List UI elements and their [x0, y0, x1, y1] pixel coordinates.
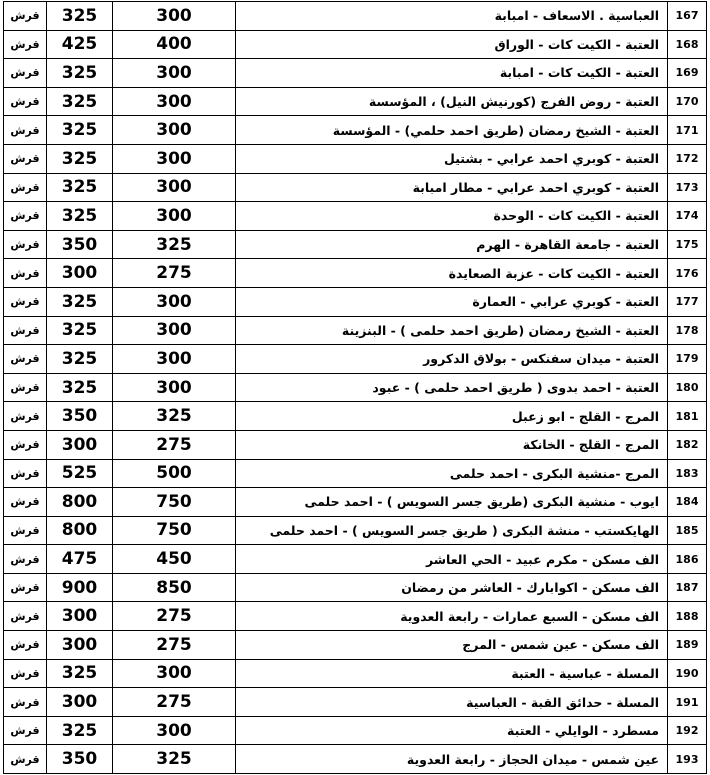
- old-fare: 300: [113, 316, 236, 345]
- old-fare: 300: [113, 116, 236, 145]
- route-name: العتبة - الكيت كات - الوراق: [236, 30, 668, 59]
- table-row: [4, 631, 707, 660]
- currency-unit: قرش: [4, 545, 47, 574]
- table-row: [4, 144, 707, 173]
- line-number: 173: [668, 173, 707, 202]
- new-fare: 325: [47, 2, 113, 31]
- table-row: [4, 745, 707, 774]
- fare-table: [3, 1, 707, 774]
- fare-table-body: [4, 2, 707, 774]
- currency-unit: قرش: [4, 659, 47, 688]
- currency-unit: قرش: [4, 87, 47, 116]
- route-name: العتبة - الكيت كات - امبابة: [236, 59, 668, 88]
- currency-unit: قرش: [4, 602, 47, 631]
- old-fare: 400: [113, 30, 236, 59]
- line-number: 190: [668, 659, 707, 688]
- route-name: العتبة - الكيت كات - عزبة الصعايدة: [236, 259, 668, 288]
- route-name: المرج -منشية البكرى - احمد حلمى: [236, 459, 668, 488]
- table-row: [4, 430, 707, 459]
- currency-unit: قرش: [4, 688, 47, 717]
- line-number: 171: [668, 116, 707, 145]
- old-fare: 300: [113, 87, 236, 116]
- line-number: 184: [668, 488, 707, 517]
- new-fare: 325: [47, 287, 113, 316]
- route-name: الهايكستب - منشة البكرى ( طريق جسر السويس ) - احمد حلمى: [236, 516, 668, 545]
- line-number: 188: [668, 602, 707, 631]
- new-fare: 325: [47, 87, 113, 116]
- new-fare: 300: [47, 631, 113, 660]
- table-row: [4, 202, 707, 231]
- table-row: [4, 316, 707, 345]
- currency-unit: قرش: [4, 287, 47, 316]
- line-number: 180: [668, 373, 707, 402]
- old-fare: 275: [113, 602, 236, 631]
- table-row: [4, 59, 707, 88]
- table-row: [4, 602, 707, 631]
- old-fare: 325: [113, 230, 236, 259]
- old-fare: 750: [113, 488, 236, 517]
- new-fare: 325: [47, 173, 113, 202]
- route-name: ايوب - منشية البكرى (طريق جسر السويس ) - احمد حلمى: [236, 488, 668, 517]
- table-row: [4, 345, 707, 374]
- new-fare: 325: [47, 202, 113, 231]
- new-fare: 475: [47, 545, 113, 574]
- table-row: [4, 259, 707, 288]
- table-row: [4, 716, 707, 745]
- table-row: [4, 402, 707, 431]
- new-fare: 350: [47, 402, 113, 431]
- old-fare: 300: [113, 144, 236, 173]
- old-fare: 300: [113, 659, 236, 688]
- table-row: [4, 173, 707, 202]
- route-name: الف مسكن - مكرم عبيد - الحي العاشر: [236, 545, 668, 574]
- currency-unit: قرش: [4, 30, 47, 59]
- route-name: الف مسكن - السبع عمارات - رابعة العدوية: [236, 602, 668, 631]
- table-row: [4, 230, 707, 259]
- table-row: [4, 287, 707, 316]
- new-fare: 325: [47, 373, 113, 402]
- currency-unit: قرش: [4, 573, 47, 602]
- currency-unit: قرش: [4, 116, 47, 145]
- old-fare: 325: [113, 402, 236, 431]
- old-fare: 275: [113, 631, 236, 660]
- old-fare: 300: [113, 173, 236, 202]
- old-fare: 300: [113, 59, 236, 88]
- table-row: [4, 573, 707, 602]
- line-number: 189: [668, 631, 707, 660]
- currency-unit: قرش: [4, 745, 47, 774]
- line-number: 192: [668, 716, 707, 745]
- table-row: [4, 516, 707, 545]
- route-name: المرج - القلج - الخانكة: [236, 430, 668, 459]
- currency-unit: قرش: [4, 488, 47, 517]
- currency-unit: قرش: [4, 2, 47, 31]
- route-name: العتبة - ميدان سفنكس - بولاق الدكرور: [236, 345, 668, 374]
- line-number: 175: [668, 230, 707, 259]
- route-name: العتبة - كوبري عرابي - العمارة: [236, 287, 668, 316]
- new-fare: 300: [47, 602, 113, 631]
- old-fare: 300: [113, 2, 236, 31]
- currency-unit: قرش: [4, 202, 47, 231]
- new-fare: 525: [47, 459, 113, 488]
- line-number: 187: [668, 573, 707, 602]
- route-name: المسلة - حدائق القبة - العباسية: [236, 688, 668, 717]
- line-number: 168: [668, 30, 707, 59]
- route-name: المسلة - عباسية - العتبة: [236, 659, 668, 688]
- new-fare: 300: [47, 430, 113, 459]
- table-row: [4, 488, 707, 517]
- new-fare: 800: [47, 488, 113, 517]
- old-fare: 850: [113, 573, 236, 602]
- line-number: 176: [668, 259, 707, 288]
- route-name: العباسية . الاسعاف - امبابة: [236, 2, 668, 31]
- route-name: العتبة - كوبري احمد عرابي - بشتيل: [236, 144, 668, 173]
- old-fare: 325: [113, 745, 236, 774]
- currency-unit: قرش: [4, 144, 47, 173]
- line-number: 186: [668, 545, 707, 574]
- currency-unit: قرش: [4, 259, 47, 288]
- new-fare: 350: [47, 230, 113, 259]
- route-name: العتبة - جامعة القاهرة - الهرم: [236, 230, 668, 259]
- line-number: 172: [668, 144, 707, 173]
- old-fare: 275: [113, 259, 236, 288]
- new-fare: 900: [47, 573, 113, 602]
- table-row: [4, 659, 707, 688]
- table-row: [4, 87, 707, 116]
- currency-unit: قرش: [4, 459, 47, 488]
- table-row: [4, 373, 707, 402]
- new-fare: 325: [47, 116, 113, 145]
- currency-unit: قرش: [4, 516, 47, 545]
- new-fare: 800: [47, 516, 113, 545]
- line-number: 167: [668, 2, 707, 31]
- table-row: [4, 459, 707, 488]
- new-fare: 300: [47, 688, 113, 717]
- route-name: العتبة - الشيخ رمضان (طريق احمد حلمي) - المؤسسة: [236, 116, 668, 145]
- old-fare: 300: [113, 287, 236, 316]
- table-row: [4, 30, 707, 59]
- new-fare: 350: [47, 745, 113, 774]
- route-name: المرج - القلج - ابو زعبل: [236, 402, 668, 431]
- new-fare: 425: [47, 30, 113, 59]
- old-fare: 300: [113, 345, 236, 374]
- currency-unit: قرش: [4, 631, 47, 660]
- line-number: 182: [668, 430, 707, 459]
- currency-unit: قرش: [4, 173, 47, 202]
- route-name: العتبة - كوبري احمد عرابي - مطار امبابة: [236, 173, 668, 202]
- new-fare: 300: [47, 259, 113, 288]
- line-number: 183: [668, 459, 707, 488]
- old-fare: 500: [113, 459, 236, 488]
- route-name: العتبة - روض الفرج (كورنيش النيل) ، المؤسسة: [236, 87, 668, 116]
- currency-unit: قرش: [4, 430, 47, 459]
- table-row: [4, 545, 707, 574]
- old-fare: 450: [113, 545, 236, 574]
- currency-unit: قرش: [4, 59, 47, 88]
- new-fare: 325: [47, 716, 113, 745]
- currency-unit: قرش: [4, 230, 47, 259]
- old-fare: 300: [113, 202, 236, 231]
- route-name: الف مسكن - عين شمس - المرج: [236, 631, 668, 660]
- old-fare: 750: [113, 516, 236, 545]
- line-number: 185: [668, 516, 707, 545]
- route-name: مسطرد - الوايلي - العتبة: [236, 716, 668, 745]
- line-number: 177: [668, 287, 707, 316]
- currency-unit: قرش: [4, 316, 47, 345]
- route-name: العتبة - الشيخ رمضان (طريق احمد حلمى ) - البنزينة: [236, 316, 668, 345]
- table-row: [4, 2, 707, 31]
- new-fare: 325: [47, 345, 113, 374]
- new-fare: 325: [47, 59, 113, 88]
- line-number: 174: [668, 202, 707, 231]
- line-number: 170: [668, 87, 707, 116]
- new-fare: 325: [47, 659, 113, 688]
- line-number: 169: [668, 59, 707, 88]
- line-number: 193: [668, 745, 707, 774]
- old-fare: 300: [113, 373, 236, 402]
- currency-unit: قرش: [4, 716, 47, 745]
- old-fare: 300: [113, 716, 236, 745]
- route-name: الف مسكن - اكوابارك - العاشر من رمضان: [236, 573, 668, 602]
- currency-unit: قرش: [4, 373, 47, 402]
- currency-unit: قرش: [4, 345, 47, 374]
- old-fare: 275: [113, 430, 236, 459]
- new-fare: 325: [47, 144, 113, 173]
- currency-unit: قرش: [4, 402, 47, 431]
- line-number: 181: [668, 402, 707, 431]
- old-fare: 275: [113, 688, 236, 717]
- line-number: 178: [668, 316, 707, 345]
- table-row: [4, 116, 707, 145]
- line-number: 191: [668, 688, 707, 717]
- route-name: العتبة - احمد بدوى ( طريق احمد حلمى ) - عبود: [236, 373, 668, 402]
- table-row: [4, 688, 707, 717]
- route-name: عين شمس - ميدان الحجاز - رابعة العدوية: [236, 745, 668, 774]
- line-number: 179: [668, 345, 707, 374]
- route-name: العتبة - الكيت كات - الوحدة: [236, 202, 668, 231]
- new-fare: 325: [47, 316, 113, 345]
